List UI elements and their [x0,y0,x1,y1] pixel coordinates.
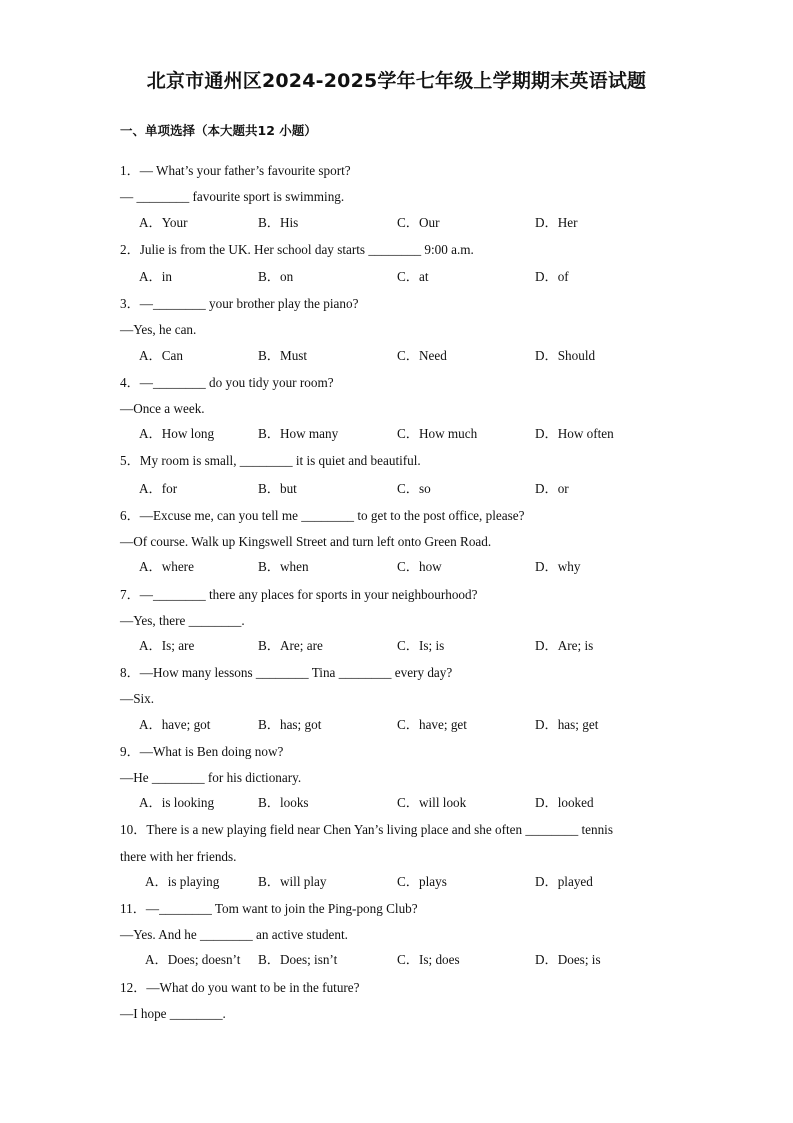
question-5-line-1: 5．My room is small, ________ it is quiet and beautiful. [120,453,421,468]
question-7-line-2: —Yes, there ________. [120,613,245,628]
question-4-option-c: C．How much [397,426,478,441]
question-7-option-a: A．Is; are [139,638,195,653]
question-7-option-c: C．Is; is [397,638,445,653]
question-10-option-b: B．will play [258,874,327,889]
question-4-line-2: —Once a week. [120,401,205,416]
question-11-option-a: A．Does; doesn’t [145,952,241,967]
question-9-line-2: —He ________ for his dictionary. [120,770,302,785]
question-10-line-2: there with her friends. [120,849,237,864]
question-6-option-b: B．when [258,559,309,574]
question-6-option-c: C．how [397,559,442,574]
question-6-option-d: D．why [535,559,581,574]
question-11-option-c: C．Is; does [397,952,460,967]
question-3-line-1: 3．—________ your brother play the piano? [120,296,359,311]
question-10-line-1: 10．There is a new playing field near Chen Yan’s living place and she often ________ tennis [120,822,613,837]
question-11-option-d: D．Does; is [535,952,601,967]
question-7-option-b: B．Are; are [258,638,323,653]
question-1-line-1: 1．— What’s your father’s favourite sport? [120,163,351,178]
question-10-option-d: D．played [535,874,593,889]
question-12-line-1: 12．—What do you want to be in the future? [120,980,360,995]
page-title: 北京市通州区2024-2025学年七年级上学期期末英语试题 [146,70,647,92]
question-12-line-2: —I hope ________. [120,1006,226,1021]
question-8-option-b: B．has; got [258,717,322,732]
question-2-line-1: 2．Julie is from the UK. Her school day starts ________ 9:00 a.m. [120,242,474,257]
question-6-line-2: —Of course. Walk up Kingswell Street and turn left onto Green Road. [120,534,492,549]
question-6-option-a: A．where [139,559,194,574]
question-3-line-2: —Yes, he can. [120,322,197,337]
question-8-option-d: D．has; get [535,717,599,732]
question-3-option-b: B．Must [258,348,308,363]
question-2-option-d: D．of [535,269,569,284]
section-heading: 一、单项选择（本大题共12 小题） [120,123,317,138]
question-4-option-b: B．How many [258,426,339,441]
question-1-option-b: B．His [258,215,299,230]
question-7-option-d: D．Are; is [535,638,594,653]
question-8-line-2: —Six. [120,691,155,706]
question-3-option-c: C．Need [397,348,447,363]
question-10-option-a: A．is playing [145,874,220,889]
question-1-option-c: C．Our [397,215,440,230]
question-9-option-d: D．looked [535,795,594,810]
question-1-line-2: — ________ favourite sport is swimming. [120,189,345,204]
question-11-line-1: 11．—________ Tom want to join the Ping-pong Club? [120,901,418,916]
question-7-line-1: 7．—________ there any places for sports in your neighbourhood? [120,587,478,602]
question-11-line-2: —Yes. And he ________ an active student. [120,927,348,942]
question-9-line-1: 9．—What is Ben doing now? [120,744,284,759]
question-9-option-c: C．will look [397,795,467,810]
question-11-option-b: B．Does; isn’t [258,952,338,967]
question-2-option-a: A．in [139,269,172,284]
question-1-option-d: D．Her [535,215,578,230]
question-4-option-a: A．How long [139,426,215,441]
question-2-option-b: B．on [258,269,294,284]
question-8-line-1: 8．—How many lessons ________ Tina ________ every day? [120,665,453,680]
question-9-option-a: A．is looking [139,795,215,810]
question-3-option-d: D．Should [535,348,596,363]
question-9-option-b: B．looks [258,795,309,810]
question-5-option-d: D．or [535,481,569,496]
question-10-option-c: C．plays [397,874,447,889]
question-8-option-a: A．have; got [139,717,211,732]
question-2-option-c: C．at [397,269,429,284]
question-4-line-1: 4．—________ do you tidy your room? [120,375,334,390]
question-5-option-c: C．so [397,481,431,496]
question-4-option-d: D．How often [535,426,614,441]
question-6-line-1: 6．—Excuse me, can you tell me ________ to get to the post office, please? [120,508,525,523]
question-8-option-c: C．have; get [397,717,467,732]
question-1-option-a: A．Your [139,215,188,230]
question-5-option-a: A．for [139,481,178,496]
question-5-option-b: B．but [258,481,297,496]
question-3-option-a: A．Can [139,348,183,363]
